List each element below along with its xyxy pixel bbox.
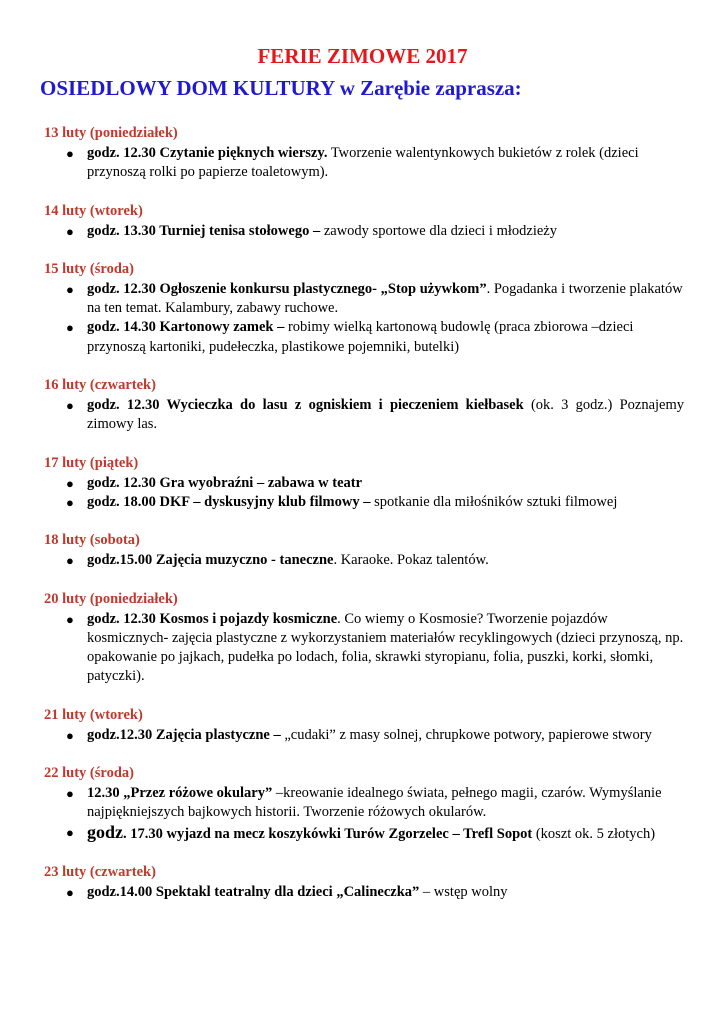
day-header: 21 luty (wtorek) [44,706,143,723]
day-header: 16 luty (czwartek) [44,377,156,394]
bullet-icon: ● [66,786,74,802]
item-title: godz. 12.30 Ogłoszenie konkursu plastycznego- „Stop używkom” [87,280,487,297]
item-description: Tworzenie walentynkowych bukietów z rolek (dzieci przynoszą rolki po papierze toaletowym). [87,145,639,181]
schedule-item [44,280,684,319]
schedule-item [44,883,684,902]
item-description: spotkanie dla miłośników sztuki filmowej [370,493,618,510]
schedule-item [44,396,684,435]
schedule-item [44,493,684,512]
day-section [44,124,684,183]
day-section [44,531,684,570]
schedule-item [44,474,684,493]
schedule-item [44,318,684,357]
day-section [44,376,684,435]
item-description: (koszt ok. 5 złotych) [532,825,656,842]
schedule-item [44,610,684,687]
item-title: . 17.30 wyjazd na mecz koszykówki Turów Zgorzelec – Trefl Sopot [123,825,533,842]
item-description: . Pogadanka i tworzenie plakatów na ten temat. Kalambury, zabawy ruchowe. [87,280,683,317]
schedule-item [44,222,684,241]
day-section [44,863,684,902]
item-description: (ok. 3 godz.) Poznajemy zimowy las. [87,397,684,433]
item-title: godz. 18.00 DKF – dyskusyjny klub filmowy – [87,493,371,510]
bullet-icon: ● [66,223,74,239]
item-title: godz. 12.30 Gra wyobraźni – zabawa w teatr [87,474,363,491]
item-title: 12.30 „Przez różowe okulary” [87,785,273,802]
item-title: godz. 12.30 Kosmos i pojazdy kosmiczne [87,610,338,627]
item-description: „cudaki” z masy solnej, chrupkowe potwory, papierowe stwory [280,726,652,743]
item-title: godz.12.30 Zajęcia plastyczne – [87,726,281,743]
day-section [44,764,684,844]
item-description: – wstęp wolny [419,883,508,900]
day-header: 17 luty (piątek) [44,454,139,471]
bullet-icon: ● [66,281,74,297]
item-title: godz. 14.30 Kartonowy zamek – [87,319,285,336]
schedule-item [44,144,684,183]
item-title: godz.15.00 Zajęcia muzyczno - taneczne [87,552,334,569]
day-header: 22 luty (środa) [44,765,134,782]
event-subtitle: OSIEDLOWY DOM KULTURY w Zarębie zaprasza: [40,76,522,100]
item-description: . Co wiemy o Kosmosie? Tworzenie pojazdów kosmicznych- zajęcia plastyczne z wykorzystaniem materiałów recyklingowych (dzieci przynoszą, np. opakowanie po jajkach, pudełka po lodach, folia, skrawki styropianu, folia, puszki, korki, słomki, patyczki). [87,610,684,685]
item-description: –kreowanie idealnego świata, pełnego magii, czarów. Wymyślanie najpiękniejszych bajkowych historii. Tworzenie różowych okularów. [87,785,662,821]
schedule-item [44,551,684,570]
item-description: . Karaoke. Pokaz talentów. [333,552,489,569]
item-title: godz. 12.30 Wycieczka do lasu z ogniskiem i pieczeniem kiełbasek [87,397,524,414]
bullet-icon: ● [66,611,74,627]
day-header: 18 luty (sobota) [44,532,140,549]
bullet-icon: ● [66,320,74,336]
day-section [44,202,684,241]
day-header: 23 luty (czwartek) [44,863,156,880]
item-description: zawody sportowe dla dzieci i młodzieży [320,222,557,239]
day-section [44,454,684,513]
event-title: FERIE ZIMOWE 2017 [257,44,468,68]
item-title: godz. 13.30 Turniej tenisa stołowego – [87,222,321,239]
bullet-icon: ● [66,398,74,414]
day-section [44,260,684,357]
bullet-icon: ● [66,475,74,491]
bullet-icon: ● [66,884,74,900]
bullet-icon: ● [66,553,74,569]
item-title-prefix: godz [87,821,123,842]
day-section [44,590,684,687]
day-header: 20 luty (poniedziałek) [44,590,178,607]
schedule-item [44,726,684,745]
day-header: 14 luty (wtorek) [44,202,143,219]
item-title: godz. 12.30 Czytanie pięknych wierszy. [87,145,328,161]
bullet-icon: ● [66,146,74,161]
day-header: 15 luty (środa) [44,260,134,277]
schedule [44,124,684,921]
bullet-icon: ● [66,494,74,510]
schedule-item [44,823,684,844]
bullet-icon: ● [66,824,74,840]
bullet-icon: ● [66,727,74,743]
item-title: godz.14.00 Spektakl teatralny dla dzieci „Calineczka” [87,883,420,900]
item-description: robimy wielką kartonową budowlę (praca zbiorowa –dzieci przynoszą kartoniki, pudełeczka, plastikowe pojemniki, butelki) [87,319,634,355]
schedule-item [44,784,684,823]
day-section [44,706,684,745]
day-header: 13 luty (poniedziałek) [44,125,178,141]
